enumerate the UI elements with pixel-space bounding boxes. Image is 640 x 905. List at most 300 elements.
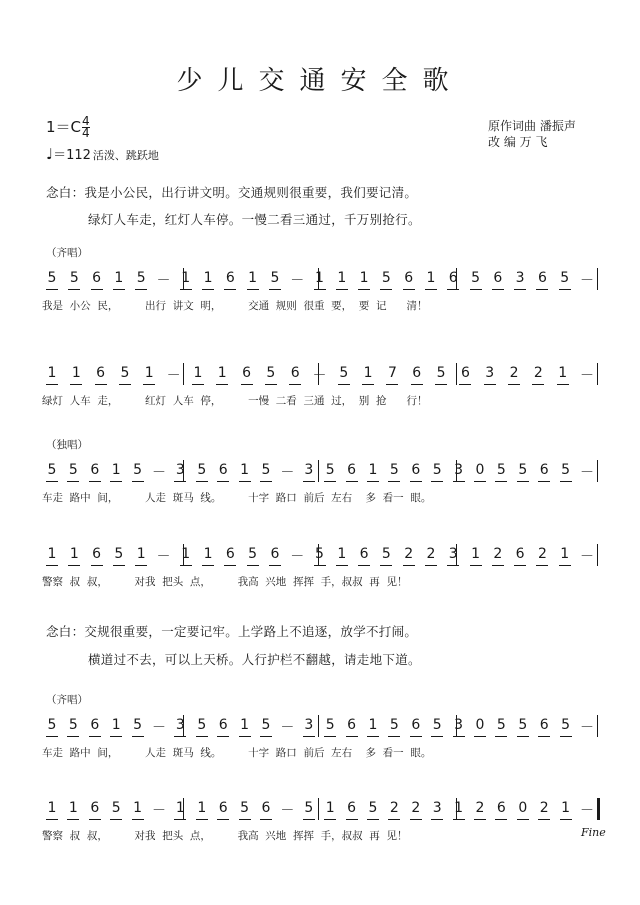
note-underline <box>95 384 107 385</box>
note-underline <box>196 819 208 820</box>
note: 1 <box>558 365 568 381</box>
note-underline <box>224 565 236 566</box>
note: 5 <box>261 462 271 478</box>
note: 1 <box>426 270 436 286</box>
note-underline <box>247 289 259 290</box>
note-underline <box>46 481 58 482</box>
note-underline <box>538 819 550 820</box>
note-underline <box>303 736 315 737</box>
note: － <box>290 549 305 565</box>
note: 2 <box>537 546 547 562</box>
note: 5 <box>47 462 57 478</box>
fine-marking: Fine <box>581 826 606 839</box>
note-underline <box>447 565 459 566</box>
note: 1 <box>71 365 81 381</box>
note: － <box>580 720 594 736</box>
note: 6 <box>242 365 251 381</box>
chant-line: 绿灯人车走，红灯人车停。一慢二看三通过，千万别抢行。 <box>88 212 421 227</box>
note-underline <box>380 565 392 566</box>
note-underline <box>410 736 422 737</box>
note: 5 <box>133 717 143 733</box>
note-underline <box>517 481 529 482</box>
note: 2 <box>533 365 543 381</box>
note-underline <box>196 481 208 482</box>
note: 5 <box>197 462 207 478</box>
note: 5 <box>248 546 258 562</box>
note: 5 <box>560 270 570 286</box>
note-underline <box>538 481 550 482</box>
note-underline <box>435 384 447 385</box>
note: 6 <box>411 462 421 478</box>
note: 1 <box>337 270 347 286</box>
note: － <box>580 549 594 565</box>
note-underline <box>174 819 186 820</box>
note-underline <box>68 289 80 290</box>
note-underline <box>46 819 58 820</box>
note: 1 <box>144 365 154 381</box>
note-underline <box>492 565 504 566</box>
section-label: （齐唱） <box>46 247 88 259</box>
note: 6 <box>218 462 228 478</box>
note-underline <box>239 736 251 737</box>
note-underline <box>514 565 526 566</box>
note-underline <box>358 565 370 566</box>
note: 1 <box>240 462 250 478</box>
note-underline <box>303 819 315 820</box>
note-underline <box>403 289 415 290</box>
note: 0 <box>475 717 485 733</box>
note: 1 <box>368 717 378 733</box>
note: 2 <box>411 800 421 816</box>
note: 5 <box>114 546 124 562</box>
note-underline <box>559 565 571 566</box>
song-title: 少儿交通安全歌 <box>176 66 464 96</box>
lyrics-line: 我是 小公 民， 出行 讲文 明， 交通 规则 很重 要， 要 记 清！ <box>42 300 428 312</box>
note-underline <box>91 289 103 290</box>
note-underline <box>474 819 486 820</box>
note: 5 <box>432 462 442 478</box>
time-denominator: 4 <box>82 126 90 140</box>
note-underline <box>239 481 251 482</box>
note: 3 <box>515 270 525 286</box>
note-underline <box>386 384 398 385</box>
note: 5 <box>325 717 335 733</box>
note-underline <box>431 481 443 482</box>
note: 2 <box>509 365 519 381</box>
note-underline <box>514 289 526 290</box>
note: 5 <box>136 270 146 286</box>
note-underline <box>346 481 358 482</box>
note-underline <box>135 289 147 290</box>
lyrics-line: 车走 路中 间， 人走 斑马 线。 十字 路口 前后 左右 多 看一 眼。 <box>42 492 432 504</box>
note-underline <box>388 819 400 820</box>
note: 5 <box>111 800 121 816</box>
note-underline <box>367 819 379 820</box>
note: 5 <box>120 365 130 381</box>
note-underline <box>110 736 122 737</box>
note: 1 <box>217 365 227 381</box>
note-underline <box>403 565 415 566</box>
note: 1 <box>471 546 480 562</box>
note-underline <box>314 565 326 566</box>
barline <box>597 363 598 385</box>
note-underline <box>110 481 122 482</box>
note-underline <box>89 481 101 482</box>
note: 6 <box>539 462 549 478</box>
note: 0 <box>475 462 485 478</box>
note-underline <box>324 736 336 737</box>
note: 1 <box>454 800 464 816</box>
note-underline <box>180 565 192 566</box>
note: 6 <box>90 462 100 478</box>
note-underline <box>132 736 144 737</box>
note: 6 <box>90 717 100 733</box>
note: 6 <box>218 717 228 733</box>
note-underline <box>67 736 79 737</box>
note: 2 <box>426 546 436 562</box>
note: 1 <box>181 270 191 286</box>
note-underline <box>338 384 350 385</box>
note-underline <box>241 384 253 385</box>
note-underline <box>174 736 186 737</box>
note: 1 <box>359 270 369 286</box>
note-underline <box>68 565 80 566</box>
note-underline <box>70 384 82 385</box>
note: 6 <box>404 270 414 286</box>
note: 5 <box>261 717 271 733</box>
note: 1 <box>197 800 207 816</box>
note-underline <box>453 819 465 820</box>
note: 6 <box>460 365 470 381</box>
chant-line: 横道过不去，可以上天桥。人行护栏不翻越，请走地下道。 <box>88 652 421 667</box>
note: 5 <box>47 717 57 733</box>
note: 6 <box>493 270 503 286</box>
note: 5 <box>68 462 78 478</box>
note: 1 <box>133 800 143 816</box>
note: － <box>580 273 594 289</box>
note-underline <box>346 819 358 820</box>
note: 6 <box>290 365 300 381</box>
note-underline <box>91 565 103 566</box>
note: 6 <box>496 800 506 816</box>
note: 5 <box>47 270 57 286</box>
note: 1 <box>47 365 57 381</box>
note: 1 <box>47 800 57 816</box>
note: － <box>312 368 327 384</box>
note: 1 <box>560 546 570 562</box>
note-underline <box>217 481 229 482</box>
note-underline <box>474 481 486 482</box>
note: 1 <box>363 365 373 381</box>
note-underline <box>192 384 204 385</box>
note-underline <box>560 481 572 482</box>
note: 5 <box>561 462 571 478</box>
note: － <box>152 465 166 481</box>
note: 6 <box>347 800 357 816</box>
note: 1 <box>181 546 191 562</box>
note: 5 <box>240 800 250 816</box>
note-underline <box>388 736 400 737</box>
note: 6 <box>92 270 102 286</box>
note-underline <box>202 565 214 566</box>
note-underline <box>174 481 186 482</box>
note-underline <box>303 481 315 482</box>
note: 2 <box>493 546 503 562</box>
credit-arranger: 改 编 万 飞 <box>488 135 548 149</box>
note: 1 <box>561 800 571 816</box>
barline <box>456 363 457 385</box>
note-underline <box>495 481 507 482</box>
note: 1 <box>175 800 185 816</box>
note: 6 <box>412 365 422 381</box>
note-underline <box>559 289 571 290</box>
note-underline <box>358 289 370 290</box>
note-underline <box>289 384 301 385</box>
note: 3 <box>175 717 185 733</box>
note: 5 <box>389 462 399 478</box>
note: 1 <box>136 546 146 562</box>
note: 5 <box>471 270 480 286</box>
note-underline <box>470 289 482 290</box>
note: 1 <box>111 462 121 478</box>
note: 6 <box>539 717 549 733</box>
note-underline <box>367 736 379 737</box>
note: 3 <box>485 365 495 381</box>
note: 1 <box>69 546 79 562</box>
note-underline <box>216 384 228 385</box>
note: － <box>280 720 295 736</box>
note-underline <box>431 819 443 820</box>
note-underline <box>410 819 422 820</box>
note: 6 <box>411 717 421 733</box>
note: 7 <box>387 365 397 381</box>
note: 0 <box>518 800 528 816</box>
note-underline <box>202 289 214 290</box>
note: － <box>152 803 166 819</box>
tempo-value: ＝112 <box>53 148 91 163</box>
note-underline <box>474 736 486 737</box>
note-underline <box>46 736 58 737</box>
note-underline <box>269 565 281 566</box>
note: 5 <box>266 365 276 381</box>
note: 5 <box>339 365 349 381</box>
note: 1 <box>240 717 250 733</box>
note: 5 <box>436 365 446 381</box>
note-underline <box>89 819 101 820</box>
note: 1 <box>337 546 347 562</box>
note-underline <box>336 289 348 290</box>
note: 6 <box>347 717 357 733</box>
note: 5 <box>518 462 528 478</box>
note: － <box>290 273 305 289</box>
lyrics-line: 警察 叔 叔， 对我 把头 点， 我高 兴地 挥挥 手，叔叔 再 见！ <box>42 576 408 588</box>
note: 5 <box>432 717 442 733</box>
note-underline <box>132 481 144 482</box>
barline <box>318 460 319 482</box>
note-underline <box>508 384 520 385</box>
barline <box>597 798 600 820</box>
chant-line: 念白：交规很重要，一定要记牢。上学路上不追逐，放学不打闹。 <box>46 624 418 639</box>
note-underline <box>538 736 550 737</box>
note: 1 <box>114 270 124 286</box>
note: － <box>280 803 295 819</box>
note-underline <box>453 736 465 737</box>
note-underline <box>269 289 281 290</box>
note-underline <box>425 565 437 566</box>
note: 3 <box>304 462 314 478</box>
note: 3 <box>454 462 464 478</box>
note: 5 <box>133 462 143 478</box>
note-underline <box>388 481 400 482</box>
note: 5 <box>368 800 378 816</box>
note-underline <box>110 819 122 820</box>
note: 6 <box>359 546 369 562</box>
note-underline <box>517 736 529 737</box>
note: 6 <box>225 270 235 286</box>
note-underline <box>532 384 544 385</box>
note: 6 <box>537 270 547 286</box>
note: 1 <box>203 270 213 286</box>
note-underline <box>46 565 58 566</box>
barline <box>183 363 184 385</box>
note: 5 <box>197 717 207 733</box>
note: 5 <box>304 800 314 816</box>
note-underline <box>324 481 336 482</box>
note: 6 <box>92 546 102 562</box>
note: 5 <box>496 462 506 478</box>
note: － <box>580 368 594 384</box>
note-underline <box>411 384 423 385</box>
note-underline <box>517 819 529 820</box>
note-underline <box>46 384 58 385</box>
note-underline <box>336 565 348 566</box>
note-underline <box>67 819 79 820</box>
note: 6 <box>90 800 100 816</box>
note-underline <box>132 819 144 820</box>
credit-original: 原作词曲 潘振声 <box>488 119 576 133</box>
quarter-note-icon: ♩ <box>46 145 54 163</box>
note-underline <box>217 819 229 820</box>
tempo-description: 活泼、跳跃地 <box>92 149 159 162</box>
note-underline <box>89 736 101 737</box>
note-underline <box>119 384 131 385</box>
time-numerator: 4 <box>82 114 90 128</box>
note: 5 <box>325 462 335 478</box>
note: 6 <box>218 800 228 816</box>
time-signature <box>82 116 90 139</box>
note-underline <box>224 289 236 290</box>
note: 1 <box>68 800 78 816</box>
key-signature <box>46 116 90 139</box>
note: 5 <box>496 717 506 733</box>
barline <box>597 544 598 566</box>
note: － <box>280 465 295 481</box>
note: 5 <box>518 717 528 733</box>
chant-line: 念白：我是小公民，出行讲文明。交通规则很重要，我们要记清。 <box>46 185 418 200</box>
note-underline <box>453 481 465 482</box>
note-underline <box>113 289 125 290</box>
note: 5 <box>270 270 280 286</box>
lyrics-line: 车走 路中 间， 人走 斑马 线。 十字 路口 前后 左右 多 看一 眼。 <box>42 747 432 759</box>
barline <box>597 460 598 482</box>
note-underline <box>495 736 507 737</box>
note-underline <box>560 736 572 737</box>
note-underline <box>560 819 572 820</box>
note: 6 <box>261 800 271 816</box>
note-underline <box>180 289 192 290</box>
note-underline <box>470 565 482 566</box>
note-underline <box>492 289 504 290</box>
barline <box>597 268 598 290</box>
note: 1 <box>368 462 378 478</box>
note-underline <box>265 384 277 385</box>
note-underline <box>536 565 548 566</box>
note: 1 <box>248 270 258 286</box>
note: 6 <box>448 270 458 286</box>
note-underline <box>431 736 443 737</box>
note: 3 <box>448 546 458 562</box>
lyrics-line: 警察 叔 叔， 对我 把头 点， 我高 兴地 挥挥 手，叔叔 再 见！ <box>42 830 408 842</box>
note-underline <box>314 289 326 290</box>
barline <box>318 798 319 820</box>
note: 2 <box>539 800 549 816</box>
note-underline <box>67 481 79 482</box>
note: 5 <box>561 717 571 733</box>
note-underline <box>410 481 422 482</box>
note-underline <box>324 819 336 820</box>
note-underline <box>425 289 437 290</box>
credits <box>488 118 576 150</box>
note: 5 <box>315 546 324 562</box>
note: － <box>156 273 171 289</box>
note: 6 <box>96 365 106 381</box>
section-label: （独唱） <box>46 439 88 451</box>
note-underline <box>217 736 229 737</box>
barline <box>318 715 319 737</box>
section-label: （齐唱） <box>46 694 88 706</box>
note: 2 <box>404 546 414 562</box>
lyrics-line: 绿灯 人车 走， 红灯 人车 停， 一慢 二看 三通 过， 别 抢 行！ <box>42 395 428 407</box>
note-underline <box>447 289 459 290</box>
note-underline <box>46 289 58 290</box>
note: 5 <box>381 270 391 286</box>
note: － <box>152 720 166 736</box>
note-underline <box>362 384 374 385</box>
note: 2 <box>475 800 485 816</box>
note: － <box>156 549 171 565</box>
note: 1 <box>203 546 213 562</box>
note-underline <box>143 384 155 385</box>
note-underline <box>346 736 358 737</box>
note: 5 <box>381 546 391 562</box>
note-underline <box>113 565 125 566</box>
note: 6 <box>347 462 357 478</box>
note: 3 <box>304 717 314 733</box>
note: 5 <box>389 717 399 733</box>
note-underline <box>380 289 392 290</box>
note-underline <box>495 819 507 820</box>
note: 1 <box>193 365 203 381</box>
note-underline <box>260 736 272 737</box>
note: － <box>580 465 594 481</box>
note-underline <box>557 384 569 385</box>
note: 1 <box>315 270 324 286</box>
note: 5 <box>68 717 78 733</box>
note: 1 <box>47 546 57 562</box>
note-underline <box>135 565 147 566</box>
note: 3 <box>454 717 464 733</box>
note: 5 <box>69 270 79 286</box>
